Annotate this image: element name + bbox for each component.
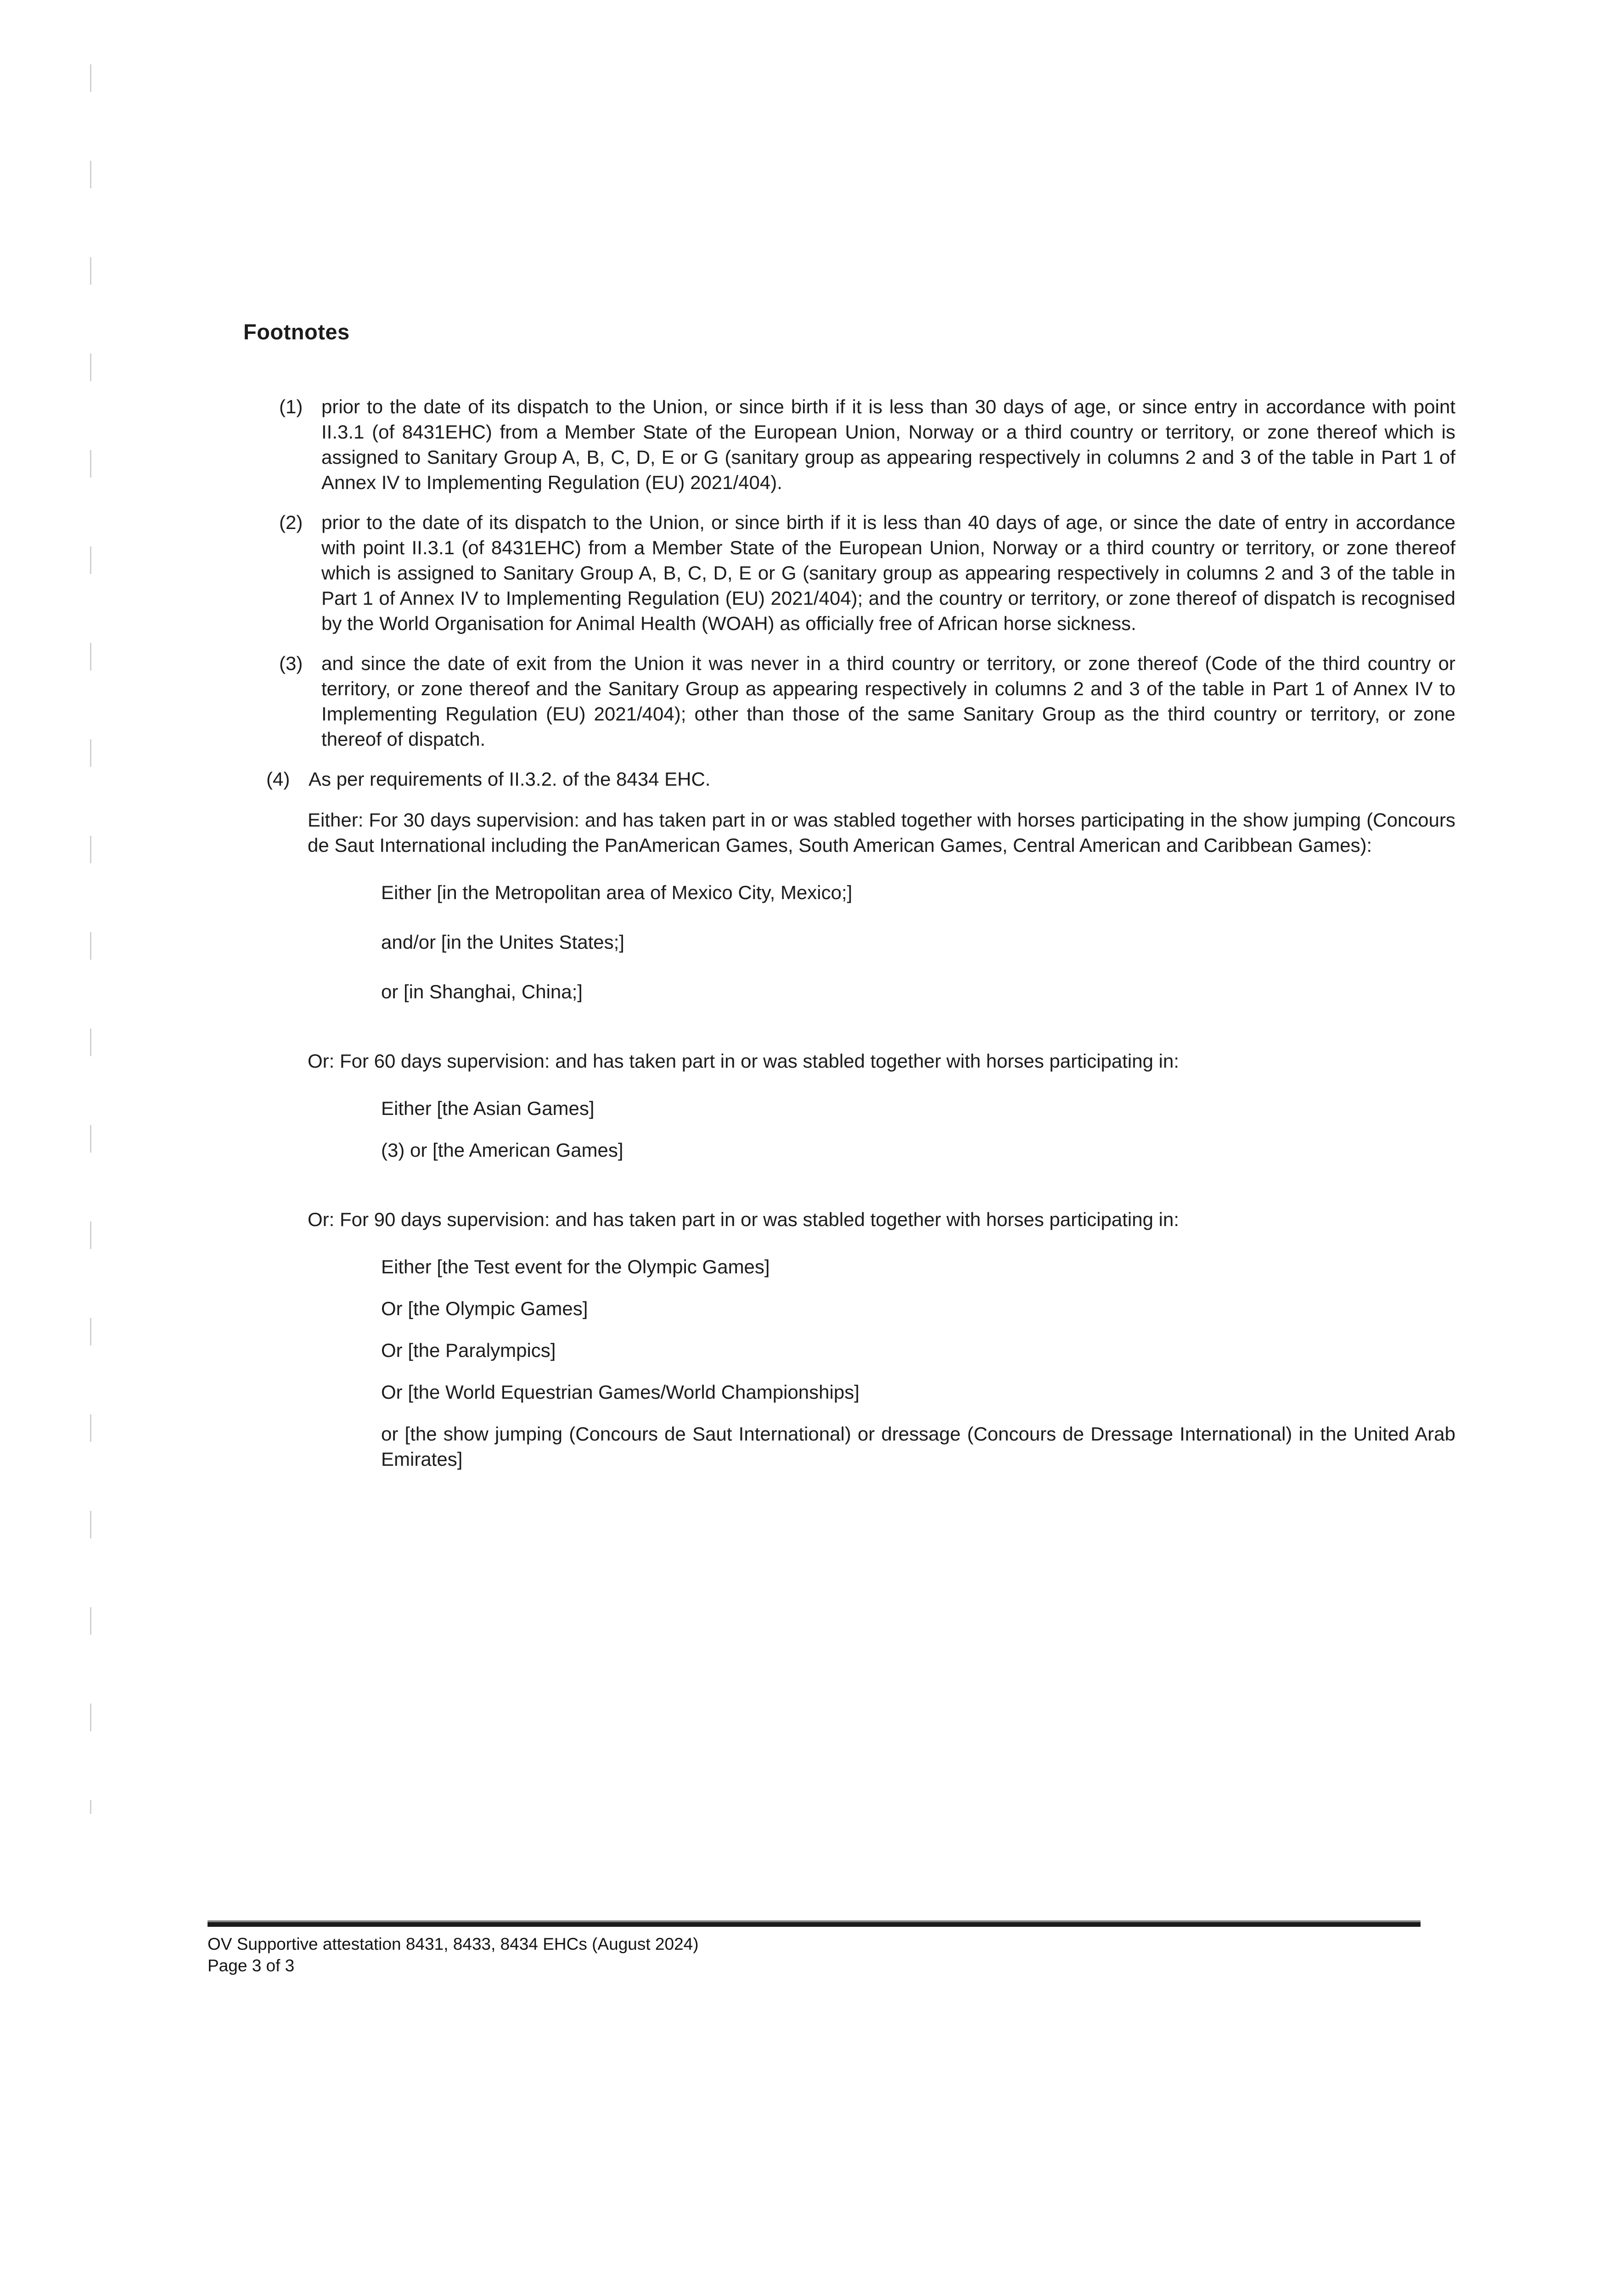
- footnote-1-number: (1): [279, 396, 303, 417]
- footnote-2-text: prior to the date of its dispatch to the Union, or since birth if it is less than 40 days of age, or since the date of entry in accordance with point II.3.1 (of 8431EHC) from a Member State of the European Union, Norway or a third country or territory, or zone thereof which is assigned to Sanitary Group A, B, C, D, E or G (sanitary group as appearing respectively in columns 2 and 3 of the table in Part 1 of Annex IV to Implementing Regulation (EU) 2021/404); and the country or territory, or zone thereof of dispatch is recognised by the World Organisation for Animal Health (WOAH) as officially free of African horse sickness.: [321, 512, 1455, 634]
- supervision-60-option-2: (3) or [the American Games]: [381, 1139, 623, 1161]
- scan-artifact-line: [90, 64, 91, 1814]
- supervision-90-option-4: Or [the World Equestrian Games/World Championships]: [381, 1381, 859, 1403]
- footer-divider-rule: [208, 1922, 1421, 1927]
- supervision-30-option-3: or [in Shanghai, China;]: [381, 981, 583, 1002]
- footnote-1-text: prior to the date of its dispatch to the Union, or since birth if it is less than 30 days of age, or since entry in accordance with point II.3.1 (of 8431EHC) from a Member State of the European Union, Norway or a third country or territory, or zone thereof which is assigned to Sanitary Group A, B, C, D, E or G (sanitary group as appearing respectively in columns 2 and 3 of the table in Part 1 of Annex IV to Implementing Regulation (EU) 2021/404).: [321, 396, 1455, 493]
- supervision-90-option-3: Or [the Paralympics]: [381, 1339, 556, 1361]
- page-footer: [208, 1922, 1421, 1976]
- footnote-3: [279, 651, 1455, 752]
- footnote-4: [266, 766, 1455, 792]
- footnote-4-number: (4): [266, 768, 290, 790]
- footnotes-section: [243, 319, 1455, 1496]
- footer-document-reference: OV Supportive attestation 8431, 8433, 8434 EHCs (August 2024): [208, 1935, 699, 1953]
- footer-page-number: Page 3 of 3: [208, 1956, 295, 1975]
- supervision-60-option-1: Either [the Asian Games]: [381, 1097, 595, 1119]
- footnote-2: [279, 510, 1455, 636]
- page-title: Footnotes: [243, 320, 350, 344]
- footnote-3-text: and since the date of exit from the Union it was never in a third country or territory, or zone thereof (Code of the third country or territory, or zone thereof and the Sanitary Group as appearing respectively in columns 2 and 3 of the table in Part 1 of Annex IV to Implementing Regulation (EU) 2021/404); other than those of the same Sanitary Group as the third country or territory, or zone thereof of dispatch.: [321, 653, 1455, 750]
- supervision-90-option-5: or [the show jumping (Concours de Saut International) or dressage (Concours de Dressage International) in the United Arab Emirates]: [381, 1423, 1455, 1470]
- supervision-30-intro: Either: For 30 days supervision: and has taken part in or was stabled together with horses participating in the show jumping (Concours de Saut International including the PanAmerican Games, South American Games, Central American and Caribbean Games):: [308, 809, 1455, 856]
- supervision-30-option-2: and/or [in the Unites States;]: [381, 931, 624, 953]
- supervision-90-option-2: Or [the Olympic Games]: [381, 1298, 588, 1319]
- footnote-3-number: (3): [279, 653, 303, 674]
- supervision-30-option-1: Either [in the Metropolitan area of Mexico City, Mexico;]: [381, 882, 853, 903]
- footnote-2-number: (2): [279, 512, 303, 533]
- supervision-90-option-1: Either [the Test event for the Olympic Games]: [381, 1256, 770, 1277]
- supervision-90-intro: Or: For 90 days supervision: and has taken part in or was stabled together with horses participating in:: [308, 1209, 1179, 1230]
- supervision-60-intro: Or: For 60 days supervision: and has taken part in or was stabled together with horses participating in:: [308, 1050, 1179, 1072]
- footnote-1: [279, 394, 1455, 495]
- footnote-4-text: As per requirements of II.3.2. of the 8434 EHC.: [309, 768, 711, 790]
